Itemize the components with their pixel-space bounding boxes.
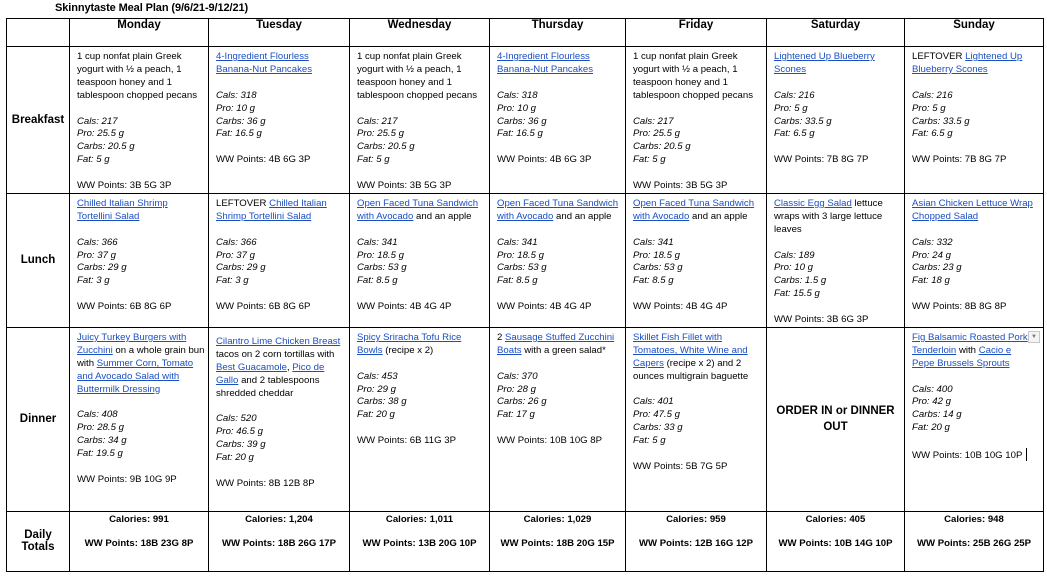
fat: Fat: 19.5 g xyxy=(77,448,123,460)
carbs: Carbs: 39 g xyxy=(216,439,266,451)
recipe-link-2[interactable]: Summer Corn, Tomato and Avocado Salad with Buttermilk Dressing xyxy=(77,357,194,395)
total-ww-points: WW Points: 18B 23G 8P xyxy=(84,537,194,549)
fat: Fat: 16.5 g xyxy=(497,128,543,140)
calories: Cals: 453 xyxy=(357,370,398,382)
protein: Pro: 25.5 g xyxy=(633,128,680,140)
lunch-thursday[interactable] xyxy=(490,193,626,327)
recipe-link[interactable]: Lightened Up Blueberry Scones xyxy=(912,51,1023,75)
breakfast-friday[interactable] xyxy=(626,47,767,194)
calories: Cals: 341 xyxy=(633,236,674,248)
protein: Pro: 25.5 g xyxy=(357,128,404,140)
breakfast-wednesday[interactable] xyxy=(350,47,490,194)
ww-points: WW Points: 3B 5G 3P xyxy=(357,180,452,192)
meal-description: 1 cup nonfat plain Greek yogurt with ½ a peach, 1 teaspoon honey and 1 tablespoon chopped pecans xyxy=(77,51,198,101)
ww-points: WW Points: 6B 8G 6P xyxy=(216,301,311,313)
meal-suffix: and an apple xyxy=(413,210,472,222)
fat: Fat: 8.5 g xyxy=(357,275,398,287)
fat: Fat: 3 g xyxy=(216,275,249,287)
dinner-wednesday[interactable] xyxy=(350,327,490,511)
recipe-link[interactable]: Spicy Sriracha Tofu Rice Bowls xyxy=(357,331,462,356)
ww-points: WW Points: 7B 8G 7P xyxy=(912,154,1007,166)
row-label-lunch: Lunch xyxy=(7,193,70,327)
recipe-link[interactable]: Fig Balsamic Roasted Pork Tenderloin xyxy=(912,331,1028,356)
calories: Cals: 332 xyxy=(912,236,953,248)
total-calories: Calories: 948 xyxy=(944,513,1004,525)
calories: Cals: 401 xyxy=(633,396,674,408)
totals-monday[interactable] xyxy=(70,511,209,571)
carbs: Carbs: 14 g xyxy=(912,409,962,421)
fat: Fat: 17 g xyxy=(497,409,535,421)
calories: Cals: 408 xyxy=(77,409,118,421)
carbs: Carbs: 36 g xyxy=(216,115,266,127)
total-calories: Calories: 1,029 xyxy=(523,513,592,525)
leftover-prefix: LEFTOVER xyxy=(912,51,966,62)
lunch-row xyxy=(7,193,1044,327)
total-ww-points: WW Points: 10B 14G 10P xyxy=(778,537,893,549)
ww-points: WW Points: 9B 10G 9P xyxy=(77,473,177,485)
fat: Fat: 20 g xyxy=(357,409,395,421)
recipe-link[interactable]: Sausage Stuffed Zucchini Boats xyxy=(497,331,615,356)
calories: Cals: 318 xyxy=(216,89,257,101)
recipe-link[interactable]: Classic Egg Salad xyxy=(774,197,852,209)
header-friday: Friday xyxy=(626,19,767,47)
ww-points: WW Points: 8B 12B 8P xyxy=(216,477,315,489)
dinner-row xyxy=(7,327,1044,511)
meal-text: with xyxy=(956,344,979,356)
total-ww-points: WW Points: 25B 26G 25P xyxy=(916,537,1032,549)
calories: Cals: 370 xyxy=(497,370,538,382)
carbs: Carbs: 20.5 g xyxy=(633,141,691,153)
total-ww-points: WW Points: 12B 16G 12P xyxy=(638,537,754,549)
carbs: Carbs: 33 g xyxy=(633,422,683,434)
meal-text: with a green salad* xyxy=(521,344,606,356)
ww-points: WW Points: 3B 6G 3P xyxy=(774,314,869,326)
protein: Pro: 25.5 g xyxy=(77,128,124,140)
ww-points: WW Points: 4B 4G 4P xyxy=(633,301,728,313)
lunch-wednesday[interactable] xyxy=(350,193,490,327)
total-ww-points: WW Points: 18B 26G 17P xyxy=(221,537,337,549)
recipe-link-3[interactable]: Pico de Gallo xyxy=(216,361,325,386)
calories: Cals: 366 xyxy=(216,236,257,248)
ww-points: WW Points: 8B 8G 8P xyxy=(912,301,1007,313)
totals-wednesday[interactable] xyxy=(350,511,490,571)
protein: Pro: 42 g xyxy=(912,396,951,408)
calories: Cals: 216 xyxy=(774,89,815,101)
breakfast-monday[interactable] xyxy=(70,47,209,194)
meal-text: (recipe x 2) xyxy=(382,344,434,356)
recipe-link[interactable]: Open Faced Tuna Sandwich with Avocado xyxy=(633,197,755,222)
row-label-dinner: Dinner xyxy=(7,327,70,511)
carbs: Carbs: 1.5 g xyxy=(774,275,827,287)
lunch-sunday[interactable] xyxy=(905,193,1044,327)
breakfast-row xyxy=(7,47,1044,194)
total-calories: Calories: 991 xyxy=(109,513,169,525)
ww-points: WW Points: 4B 4G 4P xyxy=(497,301,592,313)
protein: Pro: 28 g xyxy=(497,383,536,395)
fat: Fat: 6.5 g xyxy=(774,128,815,140)
recipe-link[interactable]: Open Faced Tuna Sandwich with Avocado xyxy=(357,197,479,222)
recipe-link-2[interactable]: Best Guacamole xyxy=(216,361,287,373)
recipe-link[interactable]: Cilantro Lime Chicken Breast xyxy=(216,335,341,347)
ww-points: WW Points: 7B 8G 7P xyxy=(774,154,869,166)
ww-points: WW Points: 4B 6G 3P xyxy=(497,154,592,166)
protein: Pro: 37 g xyxy=(216,249,255,261)
protein: Pro: 28.5 g xyxy=(77,422,124,434)
meal-suffix: lettuce wraps with 3 large lettuce leaves xyxy=(774,197,883,235)
leftover-prefix: LEFTOVER xyxy=(216,197,270,209)
ww-points: WW Points: 5B 7G 5P xyxy=(633,461,728,472)
calories: Cals: 400 xyxy=(912,383,953,395)
meal-text-3: and 2 tablespoons shredded cheddar xyxy=(216,374,320,399)
totals-row xyxy=(7,511,1044,571)
recipe-link[interactable]: Chilled Italian Shrimp Tortellini Salad xyxy=(77,197,168,222)
ww-points: WW Points: 6B 11G 3P xyxy=(357,435,456,447)
carbs: Carbs: 38 g xyxy=(357,396,407,408)
recipe-link[interactable]: Asian Chicken Lettuce Wrap Chopped Salad xyxy=(912,197,1033,222)
fat: Fat: 16.5 g xyxy=(216,128,262,140)
protein: Pro: 46.5 g xyxy=(216,426,263,438)
breakfast-saturday[interactable] xyxy=(767,47,905,194)
totals-thursday[interactable] xyxy=(490,511,626,571)
protein: Pro: 10 g xyxy=(774,262,813,274)
totals-friday[interactable] xyxy=(626,511,767,571)
recipe-link[interactable]: Chilled Italian Shrimp Tortellini Salad xyxy=(216,197,327,222)
dinner-friday[interactable] xyxy=(626,327,767,511)
protein: Pro: 18.5 g xyxy=(357,249,404,261)
meal-plan-table xyxy=(6,18,1044,572)
meal-description: 1 cup nonfat plain Greek yogurt with ½ a peach, 1 teaspoon honey and 1 tablespoon chopped pecans xyxy=(357,51,478,101)
carbs: Carbs: 53 g xyxy=(357,262,407,274)
meal-text: tacos on 2 corn tortillas with xyxy=(216,348,335,360)
carbs: Carbs: 23 g xyxy=(912,262,962,274)
dinner-out-label: DINNER OUT xyxy=(823,405,895,434)
row-label-daily-totals: Daily Totals xyxy=(7,511,70,571)
fat: Fat: 5 g xyxy=(633,154,666,166)
ww-points: WW Points: 3B 5G 3P xyxy=(633,180,728,192)
total-calories: Calories: 959 xyxy=(666,513,726,525)
carbs: Carbs: 33.5 g xyxy=(912,115,970,127)
carbs: Carbs: 36 g xyxy=(497,115,547,127)
protein: Pro: 18.5 g xyxy=(633,249,680,261)
page-title: Skinnytaste Meal Plan (9/6/21-9/12/21) xyxy=(55,2,249,14)
totals-saturday[interactable] xyxy=(767,511,905,571)
carbs: Carbs: 33.5 g xyxy=(774,115,832,127)
calories: Cals: 216 xyxy=(912,89,953,101)
lunch-saturday[interactable] xyxy=(767,193,905,327)
order-in-label: ORDER IN xyxy=(776,405,833,418)
dinner-monday[interactable] xyxy=(70,327,209,511)
fat: Fat: 20 g xyxy=(216,452,254,464)
calories: Cals: 217 xyxy=(633,115,674,127)
fat: Fat: 5 g xyxy=(633,435,666,447)
breakfast-sunday[interactable] xyxy=(905,47,1044,194)
calories: Cals: 520 xyxy=(216,413,257,425)
protein: Pro: 5 g xyxy=(912,102,946,114)
recipe-link-2[interactable]: Cacio e Pepe Brussels Sprouts xyxy=(912,344,1012,369)
protein: Pro: 10 g xyxy=(216,102,255,114)
protein: Pro: 5 g xyxy=(774,102,808,114)
lunch-tuesday[interactable] xyxy=(209,193,350,327)
meal-text-2: , xyxy=(286,361,293,373)
carbs: Carbs: 53 g xyxy=(497,262,547,274)
total-ww-points: WW Points: 18B 20G 15P xyxy=(500,537,615,549)
ww-points: WW Points: 4B 4G 4P xyxy=(357,301,452,313)
ww-points: WW Points: 6B 8G 6P xyxy=(77,301,172,313)
header-monday: Monday xyxy=(70,19,209,47)
breakfast-thursday[interactable] xyxy=(490,47,626,194)
or-label: or xyxy=(835,405,848,418)
dinner-saturday[interactable] xyxy=(767,327,905,511)
meal-description: 1 cup nonfat plain Greek yogurt with ½ a peach, 1 teaspoon honey and 1 tablespoon chopped pecans xyxy=(633,51,754,101)
fat: Fat: 5 g xyxy=(357,154,390,166)
carbs: Carbs: 29 g xyxy=(77,262,127,274)
meal-prefix: 2 xyxy=(497,331,506,343)
fat: Fat: 5 g xyxy=(77,154,110,166)
row-label-breakfast: Breakfast xyxy=(7,47,70,194)
ww-points: WW Points: 10B 10G 8P xyxy=(497,435,603,447)
fat: Fat: 18 g xyxy=(912,275,950,287)
header-wednesday: Wednesday xyxy=(350,19,490,47)
total-calories: Calories: 1,204 xyxy=(245,513,313,525)
fat: Fat: 8.5 g xyxy=(497,275,538,287)
fat: Fat: 6.5 g xyxy=(912,128,953,140)
calories: Cals: 341 xyxy=(357,236,398,248)
carbs: Carbs: 53 g xyxy=(633,262,683,274)
fat: Fat: 8.5 g xyxy=(633,275,674,287)
lunch-friday[interactable] xyxy=(626,193,767,327)
carbs: Carbs: 20.5 g xyxy=(357,141,415,153)
fat: Fat: 3 g xyxy=(77,275,110,287)
chevron-down-icon[interactable]: ▼ xyxy=(1028,331,1040,343)
calories: Cals: 217 xyxy=(77,115,118,127)
ww-points: WW Points: 3B 5G 3P xyxy=(77,180,172,192)
calories: Cals: 318 xyxy=(497,89,538,101)
carbs: Carbs: 29 g xyxy=(216,262,266,274)
recipe-link[interactable]: Skillet Fish Fillet with Tomatoes, White Wine and Capers xyxy=(633,331,748,369)
protein: Pro: 10 g xyxy=(497,102,536,114)
protein: Pro: 47.5 g xyxy=(633,409,680,421)
protein: Pro: 29 g xyxy=(357,383,396,395)
ww-points: WW Points: 4B 6G 3P xyxy=(216,154,311,166)
total-ww-points: WW Points: 13B 20G 10P xyxy=(362,537,477,549)
meal-text: on a whole grain bun with xyxy=(77,344,205,369)
fat: Fat: 15.5 g xyxy=(774,288,820,300)
dinner-sunday[interactable] xyxy=(905,327,1044,511)
lunch-monday[interactable] xyxy=(70,193,209,327)
header-sunday: Sunday xyxy=(905,19,1044,47)
breakfast-tuesday[interactable] xyxy=(209,47,350,194)
dinner-tuesday[interactable] xyxy=(209,327,350,511)
recipe-link[interactable]: Open Faced Tuna Sandwich with Avocado xyxy=(497,197,619,222)
header-tuesday: Tuesday xyxy=(209,19,350,47)
protein: Pro: 24 g xyxy=(912,249,951,261)
calories: Cals: 217 xyxy=(357,115,398,127)
calories: Cals: 189 xyxy=(774,249,815,261)
dinner-thursday[interactable] xyxy=(490,327,626,511)
protein: Pro: 37 g xyxy=(77,249,116,261)
recipe-link[interactable]: 4-Ingredient Flourless Banana-Nut Pancakes xyxy=(216,51,312,75)
ww-points: WW Points: 10B 10G 10P xyxy=(912,450,1023,462)
text-cursor xyxy=(1026,448,1027,461)
total-calories: Calories: 1,011 xyxy=(385,513,454,525)
carbs: Carbs: 26 g xyxy=(497,396,547,408)
calories: Cals: 366 xyxy=(77,236,118,248)
header-thursday: Thursday xyxy=(490,19,626,47)
meal-suffix: and an apple xyxy=(689,210,748,222)
carbs: Carbs: 20.5 g xyxy=(77,141,135,153)
header-row xyxy=(7,19,1044,47)
header-saturday: Saturday xyxy=(767,19,905,47)
total-calories: Calories: 405 xyxy=(805,513,866,525)
recipe-link[interactable]: Juicy Turkey Burgers with Zucchini xyxy=(77,331,187,356)
meal-suffix: and an apple xyxy=(553,210,612,222)
totals-sunday[interactable] xyxy=(905,511,1044,571)
fat: Fat: 20 g xyxy=(912,422,950,434)
carbs: Carbs: 34 g xyxy=(77,435,127,447)
header-corner xyxy=(7,19,70,47)
protein: Pro: 18.5 g xyxy=(497,249,544,261)
recipe-link[interactable]: Lightened Up Blueberry Scones xyxy=(774,51,875,75)
calories: Cals: 341 xyxy=(497,236,538,248)
meal-text: (recipe x 2) and 2 ounces multigrain baguette xyxy=(633,357,749,382)
recipe-link[interactable]: 4-Ingredient Flourless Banana-Nut Pancakes xyxy=(497,51,593,75)
totals-tuesday[interactable] xyxy=(209,511,350,571)
